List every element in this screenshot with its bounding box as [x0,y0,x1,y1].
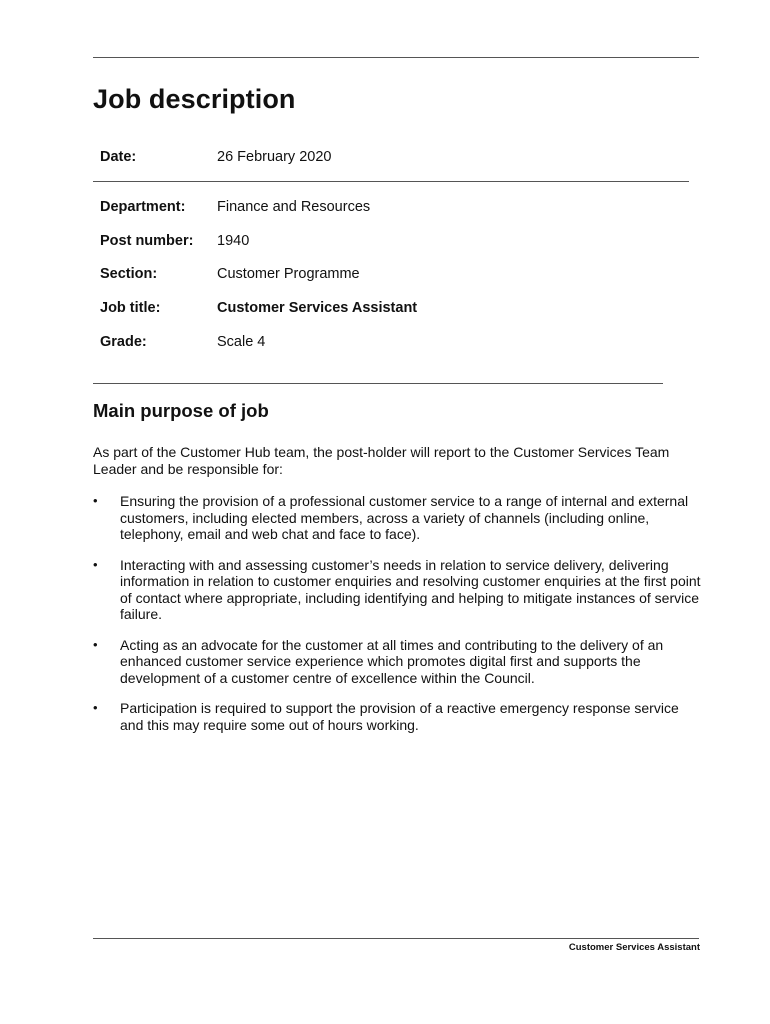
top-divider [93,57,699,58]
list-item-text: Acting as an advocate for the customer at all times and contributing to the delivery of an enhanced customer service experience which promotes digital first and supports the development of a customer centre of excellence within the Council. [120,636,664,686]
main-purpose-heading: Main purpose of job [93,400,269,421]
post-number-value: 1940 [217,233,250,249]
section-label: Section: [100,266,158,282]
header-divider [93,181,689,182]
list-item-text: Participation is required to support the provision of a reactive emergency response service and this may require some out of hours working. [120,700,679,733]
date-row [100,149,660,169]
list-item [93,700,703,733]
section-row [100,266,660,286]
job-title-value: Customer Services Assistant [217,300,418,316]
job-title-label: Job title: [100,300,161,316]
section-value: Customer Programme [217,266,360,282]
bullet-icon: • [93,556,98,572]
grade-row [100,334,660,354]
list-item [93,637,703,687]
post-number-row [100,233,660,253]
department-label: Department: [100,199,186,215]
section-divider [93,383,663,384]
date-value: 26 February 2020 [217,149,332,165]
list-item [93,493,703,543]
list-item-text: Interacting with and assessing customer’s needs in relation to service delivery, delivering information in relation to customer enquiries and resolving customer enquiries at the first point of contact where appropriate, including identifying and helping to mitigate instances of service failure. [120,556,701,622]
grade-label: Grade: [100,334,147,350]
department-value: Finance and Resources [217,199,371,215]
job-title-row [100,300,660,320]
grade-value: Scale 4 [217,334,266,350]
bullet-icon: • [93,493,98,508]
footer-divider [93,938,699,939]
post-number-label: Post number: [100,233,194,249]
list-item [93,557,703,623]
responsibilities-list [93,493,703,747]
bullet-icon: • [93,700,98,715]
list-item-text: Ensuring the provision of a professional customer service to a range of internal and external customers, including elected members, across a variety of channels (including online, telephony, email and web chat and face to face). [120,493,689,542]
date-label: Date: [100,149,137,165]
document-title: Job description [93,84,296,114]
footer-job-title: Customer Services Assistant [568,942,700,953]
main-purpose-intro: As part of the Customer Hub team, the post-holder will report to the Customer Services Team Leader and be responsible for: [93,444,670,477]
department-row [100,199,660,219]
bullet-icon: • [93,636,98,652]
